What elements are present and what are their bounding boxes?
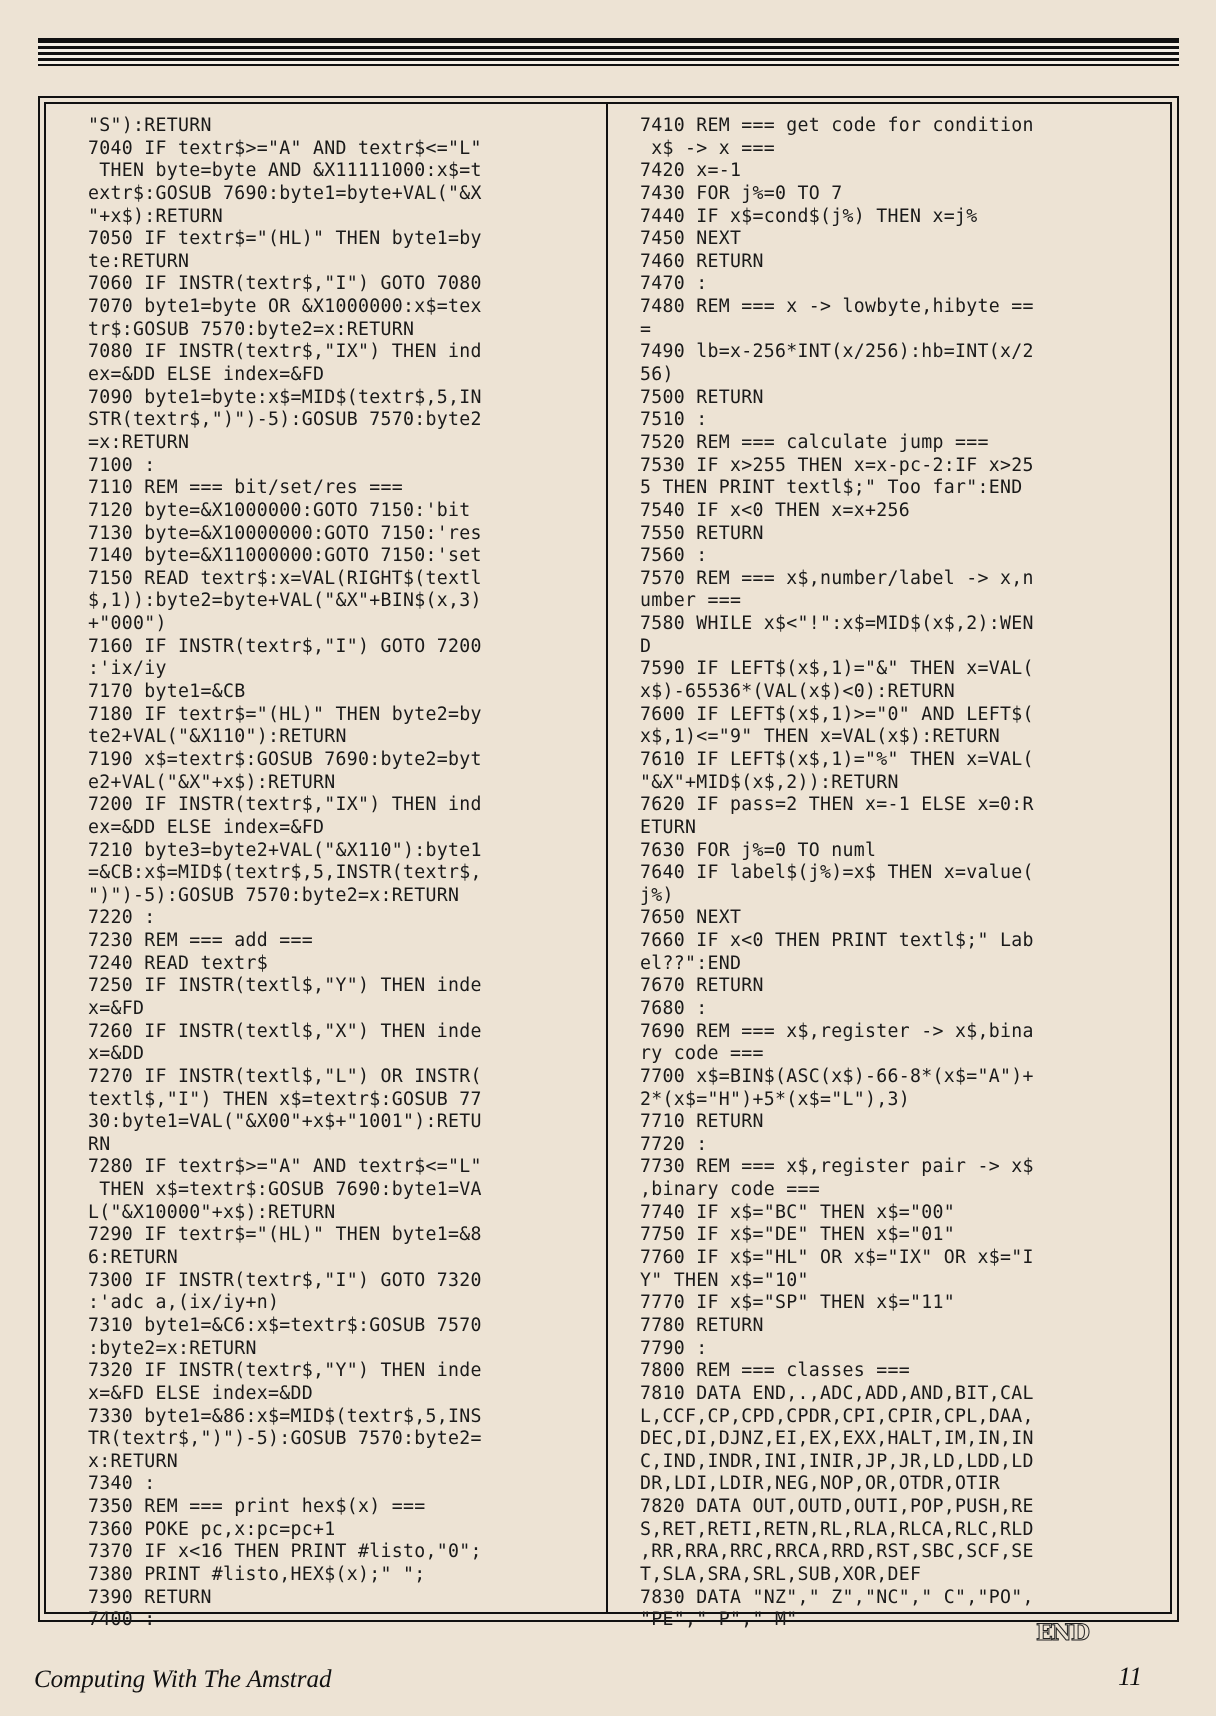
page-number: 11 bbox=[1118, 1662, 1143, 1691]
code-line: :byte2=x:RETURN bbox=[88, 1337, 257, 1359]
code-line: 7360 POKE pc,x:pc=pc+1 bbox=[88, 1518, 336, 1540]
column-divider bbox=[606, 104, 608, 1612]
code-line: =&CB:x$=MID$(textr$,5,INSTR(textr$, bbox=[88, 862, 482, 884]
code-line: x=&FD ELSE index=&DD bbox=[88, 1382, 313, 1404]
code-line: 7160 IF INSTR(textr$,"I") GOTO 7200 bbox=[88, 635, 482, 657]
code-line: 7200 IF INSTR(textr$,"IX") THEN ind bbox=[88, 794, 482, 816]
listing-left-column bbox=[88, 115, 593, 1632]
code-line: 7350 REM === print hex$(x) === bbox=[88, 1496, 426, 1518]
header-rule-decoration bbox=[38, 38, 1179, 66]
code-line: 7090 byte1=byte:x$=MID$(textr$,5,IN bbox=[88, 386, 482, 408]
code-line: 7810 DATA END,.,ADC,ADD,AND,BIT,CAL bbox=[640, 1382, 1034, 1404]
code-line: Y" THEN x$="10" bbox=[640, 1269, 809, 1291]
code-line: 7440 IF x$=cond$(j%) THEN x=j% bbox=[640, 205, 978, 227]
code-line: 7460 RETURN bbox=[640, 250, 764, 272]
code-line: 30:byte1=VAL("&X00"+x$+"1001"):RETU bbox=[88, 1111, 482, 1133]
code-line: 7210 byte3=byte2+VAL("&X110"):byte1 bbox=[88, 839, 482, 861]
code-line: 7600 IF LEFT$(x$,1)>="0" AND LEFT$( bbox=[640, 703, 1034, 725]
code-line: e2+VAL("&X"+x$):RETURN bbox=[88, 771, 336, 793]
code-line: 7340 : bbox=[88, 1473, 156, 1495]
code-line: 7410 REM === get code for condition bbox=[640, 115, 1034, 136]
code-line: x:RETURN bbox=[88, 1450, 178, 1472]
code-line: 7250 IF INSTR(textl$,"Y") THEN inde bbox=[88, 975, 482, 997]
code-line: 7290 IF textr$="(HL)" THEN byte1=&8 bbox=[88, 1224, 482, 1246]
end-marker: END bbox=[1036, 1620, 1089, 1646]
code-line: :'adc a,(ix/iy+n) bbox=[88, 1292, 280, 1314]
code-line: T,SLA,SRA,SRL,SUB,XOR,DEF bbox=[640, 1564, 922, 1585]
code-line: 7750 IF x$="DE" THEN x$="01" bbox=[640, 1224, 955, 1246]
code-line: 7570 REM === x$,number/label -> x,n bbox=[640, 567, 1034, 589]
code-line: 7480 REM === x -> lowbyte,hibyte == bbox=[640, 296, 1034, 318]
code-line: 7780 RETURN bbox=[640, 1314, 764, 1336]
code-line: 7610 IF LEFT$(x$,1)="%" THEN x=VAL( bbox=[640, 748, 1034, 770]
code-line: extr$:GOSUB 7690:byte1=byte+VAL("&X bbox=[88, 182, 482, 204]
code-line: x$,1)<="9" THEN x=VAL(x$):RETURN bbox=[640, 726, 1000, 748]
code-line: 7060 IF INSTR(textr$,"I") GOTO 7080 bbox=[88, 273, 482, 295]
code-line: 56) bbox=[640, 364, 674, 386]
code-line: $,1)):byte2=byte+VAL("&X"+BIN$(x,3) bbox=[88, 590, 482, 612]
code-line: 7500 RETURN bbox=[640, 386, 764, 408]
code-line: 7390 RETURN bbox=[88, 1586, 212, 1608]
code-line: RN bbox=[88, 1133, 111, 1155]
code-line: 7380 PRINT #listo,HEX$(x);" "; bbox=[88, 1564, 426, 1585]
code-line: C,IND,INDR,INI,INIR,JP,JR,LD,LDD,LD bbox=[640, 1450, 1034, 1472]
code-line: 7820 DATA OUT,OUTD,OUTI,POP,PUSH,RE bbox=[640, 1496, 1034, 1518]
code-line: 7330 byte1=&86:x$=MID$(textr$,5,INS bbox=[88, 1405, 482, 1427]
code-line: 7050 IF textr$="(HL)" THEN byte1=by bbox=[88, 228, 482, 250]
publication-title: Computing With The Amstrad bbox=[34, 1666, 332, 1693]
code-line: te:RETURN bbox=[88, 250, 190, 272]
code-line: 7550 RETURN bbox=[640, 522, 764, 544]
code-line: 7650 NEXT bbox=[640, 907, 742, 929]
code-line: 7170 byte1=&CB bbox=[88, 681, 246, 703]
code-line: 7320 IF INSTR(textr$,"Y") THEN inde bbox=[88, 1360, 482, 1382]
code-line: ETURN bbox=[640, 816, 697, 838]
code-line: textl$,"I") THEN x$=textr$:GOSUB 77 bbox=[88, 1088, 482, 1110]
code-line: 7700 x$=BIN$(ASC(x$)-66-8*(x$="A")+ bbox=[640, 1065, 1034, 1087]
code-line: DR,LDI,LDIR,NEG,NOP,OR,OTDR,OTIR bbox=[640, 1473, 1000, 1495]
code-line: 7100 : bbox=[88, 454, 156, 476]
code-line: 7450 NEXT bbox=[640, 228, 742, 250]
code-line: 7680 : bbox=[640, 997, 708, 1019]
code-line: 7670 RETURN bbox=[640, 975, 764, 997]
code-line: 7640 IF label$(j%)=x$ THEN x=value( bbox=[640, 862, 1034, 884]
code-line: 7110 REM === bit/set/res === bbox=[88, 477, 403, 499]
code-line: te2+VAL("&X110"):RETURN bbox=[88, 726, 347, 748]
code-line: L("&X10000"+x$):RETURN bbox=[88, 1201, 336, 1223]
code-line: x=&DD bbox=[88, 1043, 145, 1065]
code-line: x=&FD bbox=[88, 997, 145, 1019]
code-line: 7310 byte1=&C6:x$=textr$:GOSUB 7570 bbox=[88, 1314, 482, 1336]
code-line: 7190 x$=textr$:GOSUB 7690:byte2=byt bbox=[88, 748, 482, 770]
code-line: 7300 IF INSTR(textr$,"I") GOTO 7320 bbox=[88, 1269, 482, 1291]
code-line: ex=&DD ELSE index=&FD bbox=[88, 816, 325, 838]
code-line: 7080 IF INSTR(textr$,"IX") THEN ind bbox=[88, 341, 482, 363]
code-line: 7720 : bbox=[640, 1133, 708, 1155]
code-line: 7230 REM === add === bbox=[88, 930, 313, 952]
code-line: "S"):RETURN bbox=[88, 115, 212, 136]
code-line: D bbox=[640, 635, 652, 657]
code-line: DEC,DI,DJNZ,EI,EX,EXX,HALT,IM,IN,IN bbox=[640, 1428, 1034, 1450]
code-line: 6:RETURN bbox=[88, 1247, 178, 1269]
code-line: 7760 IF x$="HL" OR x$="IX" OR x$="I bbox=[640, 1247, 1034, 1269]
code-line: "&X"+MID$(x$,2)):RETURN bbox=[640, 771, 899, 793]
code-line: 7130 byte=&X10000000:GOTO 7150:'res bbox=[88, 522, 482, 544]
code-line: 7470 : bbox=[640, 273, 708, 295]
code-line: tr$:GOSUB 7570:byte2=x:RETURN bbox=[88, 318, 415, 340]
code-line: =x:RETURN bbox=[88, 431, 190, 453]
code-line: 7770 IF x$="SP" THEN x$="11" bbox=[640, 1292, 955, 1314]
code-line: ry code === bbox=[640, 1043, 764, 1065]
code-line: 7540 IF x<0 THEN x=x+256 bbox=[640, 499, 910, 521]
code-line: 7740 IF x$="BC" THEN x$="00" bbox=[640, 1201, 955, 1223]
code-line: x$)-65536*(VAL(x$)<0):RETURN bbox=[640, 681, 955, 703]
code-line: 7490 lb=x-256*INT(x/256):hb=INT(x/2 bbox=[640, 341, 1034, 363]
code-line: ")")-5):GOSUB 7570:byte2=x:RETURN bbox=[88, 884, 460, 906]
code-line: L,CCF,CP,CPD,CPDR,CPI,CPIR,CPL,DAA, bbox=[640, 1405, 1034, 1427]
code-line: ex=&DD ELSE index=&FD bbox=[88, 364, 325, 386]
code-line: 7580 WHILE x$<"!":x$=MID$(x$,2):WEN bbox=[640, 613, 1034, 635]
code-line: THEN x$=textr$:GOSUB 7690:byte1=VA bbox=[88, 1179, 482, 1201]
code-line: 7630 FOR j%=0 TO numl bbox=[640, 839, 877, 861]
code-line: x$ -> x === bbox=[640, 137, 775, 159]
code-line: 7400 : bbox=[88, 1609, 156, 1631]
code-line: 7660 IF x<0 THEN PRINT textl$;" Lab bbox=[640, 930, 1034, 952]
code-line: 7710 RETURN bbox=[640, 1111, 764, 1133]
code-line: 7590 IF LEFT$(x$,1)="&" THEN x=VAL( bbox=[640, 658, 1034, 680]
code-line: "+x$):RETURN bbox=[88, 205, 223, 227]
code-line: j%) bbox=[640, 884, 674, 906]
code-line: 7280 IF textr$>="A" AND textr$<="L" bbox=[88, 1156, 482, 1178]
code-line: +"000") bbox=[88, 613, 167, 635]
code-line: THEN byte=byte AND &X11111000:x$=t bbox=[88, 160, 482, 182]
code-line: 7830 DATA "NZ"," Z","NC"," C","PO", bbox=[640, 1586, 1034, 1608]
code-line: STR(textr$,")")-5):GOSUB 7570:byte2 bbox=[88, 409, 482, 431]
code-line: 7120 byte=&X1000000:GOTO 7150:'bit bbox=[88, 499, 471, 521]
code-line: 7800 REM === classes === bbox=[640, 1360, 910, 1382]
code-line: el??":END bbox=[640, 952, 742, 974]
code-line: ,binary code === bbox=[640, 1179, 820, 1201]
code-line: 7240 READ textr$ bbox=[88, 952, 268, 974]
code-line: umber === bbox=[640, 590, 742, 612]
code-line: S,RET,RETI,RETN,RL,RLA,RLCA,RLC,RLD bbox=[640, 1518, 1034, 1540]
code-line: 7520 REM === calculate jump === bbox=[640, 431, 989, 453]
code-line: "PE"," P"," M" bbox=[640, 1609, 798, 1631]
code-line: 7690 REM === x$,register -> x$,bina bbox=[640, 1020, 1034, 1042]
code-line: 7180 IF textr$="(HL)" THEN byte2=by bbox=[88, 703, 482, 725]
code-line: 7530 IF x>255 THEN x=x-pc-2:IF x>25 bbox=[640, 454, 1034, 476]
code-line: 7150 READ textr$:x=VAL(RIGHT$(textl bbox=[88, 567, 482, 589]
code-line: 7790 : bbox=[640, 1337, 708, 1359]
code-line: TR(textr$,")")-5):GOSUB 7570:byte2= bbox=[88, 1428, 482, 1450]
code-line: 7510 : bbox=[640, 409, 708, 431]
listing-right-column bbox=[640, 115, 1160, 1632]
code-line: 7220 : bbox=[88, 907, 156, 929]
code-line: 7260 IF INSTR(textl$,"X") THEN inde bbox=[88, 1020, 482, 1042]
code-line: 7070 byte1=byte OR &X1000000:x$=tex bbox=[88, 296, 482, 318]
code-line: 7040 IF textr$>="A" AND textr$<="L" bbox=[88, 137, 482, 159]
code-line: 5 THEN PRINT textl$;" Too far":END bbox=[640, 477, 1023, 499]
code-line: 2*(x$="H")+5*(x$="L"),3) bbox=[640, 1088, 910, 1110]
code-line: :'ix/iy bbox=[88, 658, 167, 680]
code-line: 7430 FOR j%=0 TO 7 bbox=[640, 182, 843, 204]
code-line: 7270 IF INSTR(textl$,"L") OR INSTR( bbox=[88, 1065, 482, 1087]
code-line: 7730 REM === x$,register pair -> x$ bbox=[640, 1156, 1034, 1178]
code-line: 7560 : bbox=[640, 545, 708, 567]
code-line: 7620 IF pass=2 THEN x=-1 ELSE x=0:R bbox=[640, 794, 1034, 816]
code-line: 7370 IF x<16 THEN PRINT #listo,"0"; bbox=[88, 1541, 482, 1563]
code-line: = bbox=[640, 318, 652, 340]
code-line: 7420 x=-1 bbox=[640, 160, 742, 182]
code-line: 7140 byte=&X11000000:GOTO 7150:'set bbox=[88, 545, 482, 567]
code-line: ,RR,RRA,RRC,RRCA,RRD,RST,SBC,SCF,SE bbox=[640, 1541, 1034, 1563]
